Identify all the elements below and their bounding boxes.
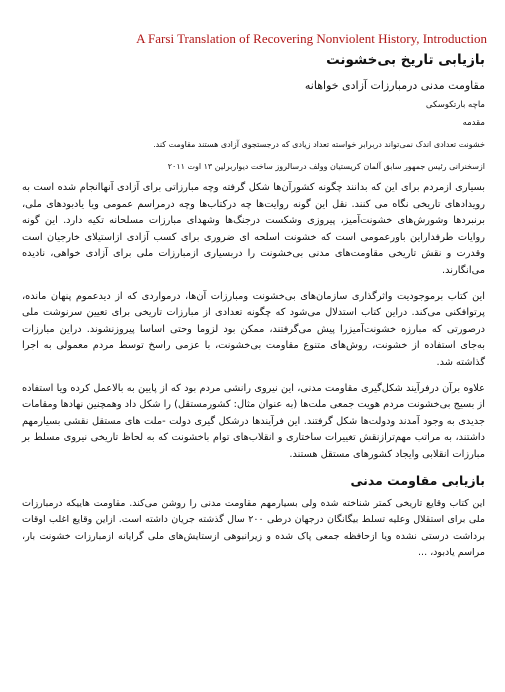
document-title: بازیابی تاریخ بی‌خشونت [326,52,485,68]
epigraph-quote: خشونت تعدادی اندک نمی‌تواند دربرابر خواسته تعداد زیادی که درجستجوی آزادی هستند مقاومت کند. [153,140,485,149]
running-header: A Farsi Translation of Recovering Nonviolent History, Introduction [136,31,487,46]
section-heading: بازیابی مقاومت مدنی [350,472,485,488]
section-paragraph: این کتاب وقایع تاریخی کمتر شناخته شده ولی بسیارمهم مقاومت مدنی را روشن می‌کند. مقاومت هاییکه درمبارزات ملی برای استقلال وعلیه تسلط بیگانگان درجهان درطی ۲۰۰ سال گذشته جریان داشته است. ازاین وقایع اغلب اوقات برداشت درستی نشده ویا ازحافظه جمعی پاک شده و زیرانبوهی ازستایش‌های ملی گرایانه ازمبارزات خشونت بار، مراسم یادبود، ... [22,497,485,558]
document-body [22,52,485,571]
intro-label: مقدمه [462,118,485,128]
body-paragraph-3: علاوه برآن درفرآیند شکل‌گیری مقاومت مدنی، این نیروی رانشی مردم بود که از پایین به بالاعمل کرده ویا استفاده از بسیج بی‌خشونت مردم هویت جمعی ملت‌ها (به عنوان مثال: کشورمستقل) را شکل داد وهمچنین نهادها ومقامات جدیدی به وجود آمدند ودولت‌ها شکل گرفتند. این فرآیندها درشکل گیری دولت -ملت های مستقل نقشی بسیارمهم داشتند، به مراتب مهم‌ترازنقش تغییرات ساختاری و انقلاب‌های توام باخشونت که به لحاظ تاریخی نیروی مسلط بر مبارزات انقلابی وایجاد کشورهای مستقل هستند. [22,382,485,460]
body-paragraph-2: این کتاب برموجودیت واثرگذاری سازمان‌های بی‌خشونت ومبارزات آن‌ها، درمواردی که از دیدعموم پنهان مانده، پرتوافکنی می‌کند. دراین کتاب استدلال می‌شود که چگونه تعدادی از مبارزات تاریخی برای تعیین سرنوشت ملی درصورتی که مبارزه خشونت‌آمیزرا پیش می‌گرفتند، ممکن بود لزوما وحتی اساسا پیروزنشوند. دراین مبارزات به‌جای استفاده از خشونت، روش‌های متنوع مقاومت بی‌خشونت، با عزمی راسخ توسط مردم معمولی به اجرا گذاشته شد. [22,290,485,368]
author-name: ماچه بارتکوسکی [425,100,485,110]
epigraph-source: ازسخنرانی رئیس جمهور سابق آلمان کریستیان وولف درسالروز ساخت دیواربرلین ۱۳ اوت ۲۰۱۱ [167,162,485,171]
document-subtitle: مقاومت مدنی درمبارزات آزادی خواهانه [304,79,485,92]
body-paragraph-1: بسیاری ازمردم برای این که بدانند چگونه کشورآن‌ها شکل گرفته وچه مبارزاتی برای آزادی آنهاانجام شده است به رویدادهای تاریخی نگاه می کنند. نقل این گونه روایت‌ها چه درکتاب‌ها وچه درمراسم عمومی ویا یادبودهای ملی، برنبردها وشورش‌های خشونت‌آمیز، پیروزی وشکست درجنگ‌ها وشهدای مبارزات مسلحانه تکیه دارد. این گونه روایات طرفداراین باورعمومی است که خشونت اسلحه ای ضروری برای کسب آزادی ازاستیلای خارجیان است وقدرت و نقش تاریخی مقاومت‌های مدنی بی‌خشونت را دربسیاری ازمبارزات ملی برای آزادی خواهی، نادیده می‌انگارند. [22,182,485,276]
